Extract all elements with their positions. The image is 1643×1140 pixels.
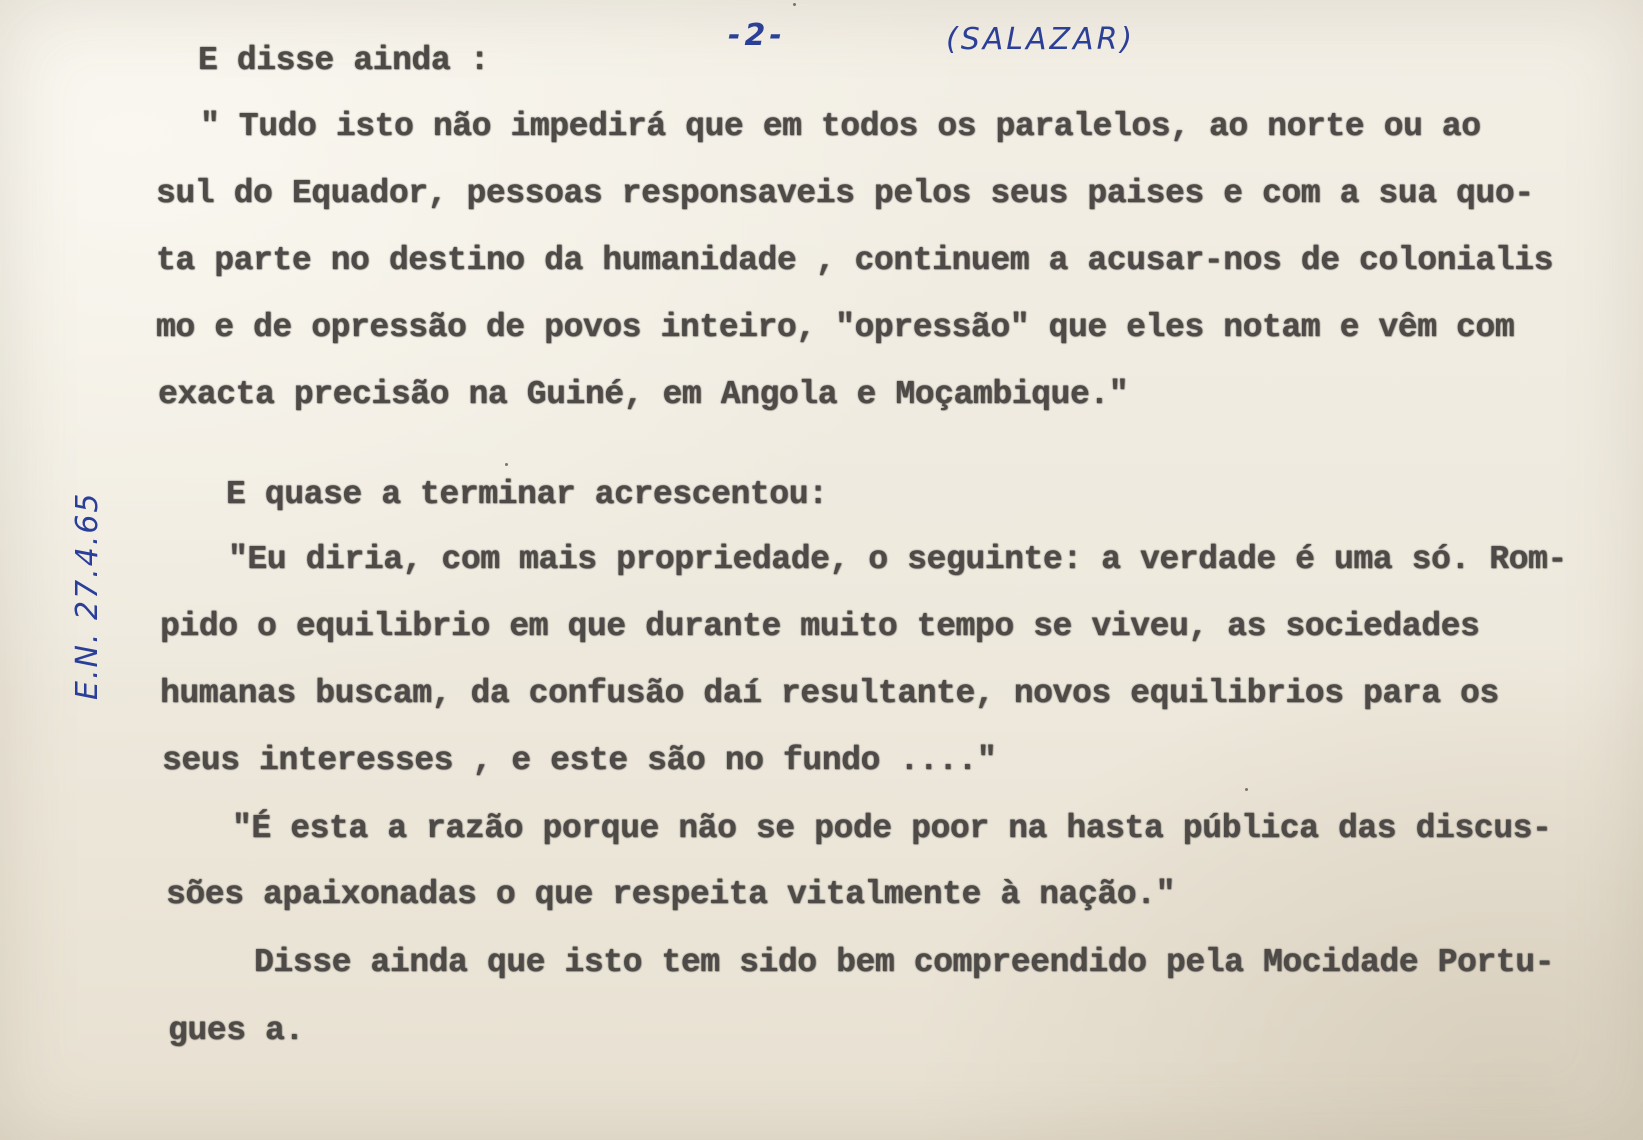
text-line-14: Disse ainda que isto tem sido bem compreendido pela Mocidade Portu- — [254, 944, 1555, 981]
scan-speck — [505, 463, 508, 466]
page-number: -2- — [728, 18, 786, 53]
scan-speck — [793, 3, 796, 6]
text-line-12: "É esta a razão porque não se pode poor na hasta pública das discus- — [232, 810, 1552, 847]
text-line-6: exacta precisão na Guiné, em Angola e Moçambique." — [158, 376, 1129, 413]
text-line-10: humanas buscam, da confusão daí resultante, novos equilibrios para os — [160, 675, 1499, 712]
text-line-3: sul do Equador, pessoas responsaveis pelos seus paises e com a sua quo- — [156, 175, 1534, 212]
text-line-2: " Tudo isto não impedirá que em todos os paralelos, ao norte ou ao — [200, 108, 1481, 145]
text-line-1: E disse ainda : — [198, 42, 490, 79]
scan-speck — [1245, 788, 1248, 791]
margin-date-note: E.N. 27.4.65 — [70, 491, 105, 700]
text-line-13: sões apaixonadas o que respeita vitalmente à nação." — [166, 876, 1175, 913]
text-line-11: seus interesses , e este são no fundo ...." — [162, 742, 997, 779]
text-line-9: pido o equilibrio em que durante muito tempo se viveu, as sociedades — [160, 608, 1480, 645]
text-line-4: ta parte no destino da humanidade , continuem a acusar-nos de colonialis — [156, 242, 1554, 279]
author-handwritten-note: (SALAZAR) — [946, 22, 1136, 57]
text-line-5: mo e de opressão de povos inteiro, "opressão" que eles notam e vêm com — [156, 309, 1515, 346]
text-line-15: gues a. — [168, 1012, 304, 1049]
text-line-7: E quase a terminar acrescentou: — [226, 476, 828, 513]
text-line-8: "Eu diria, com mais propriedade, o seguinte: a verdade é uma só. Rom- — [228, 541, 1567, 578]
